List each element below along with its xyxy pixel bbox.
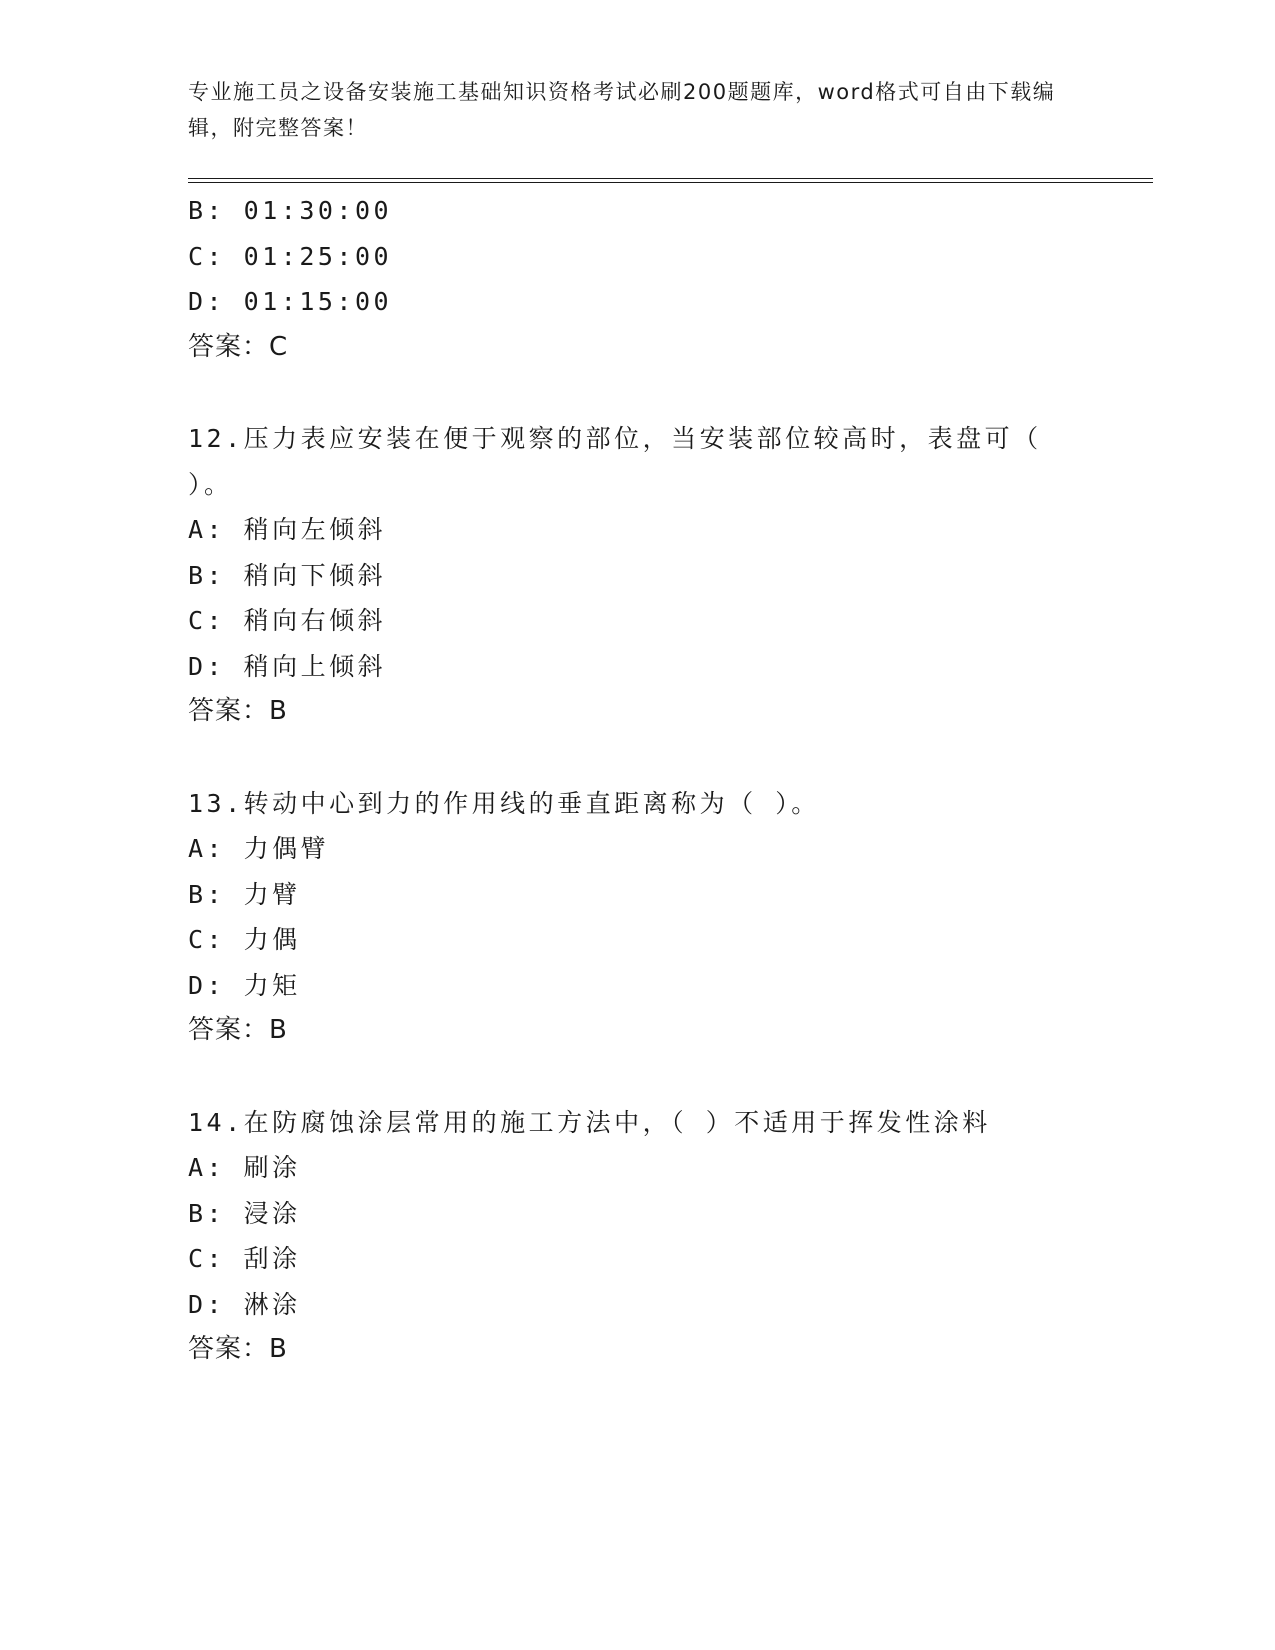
page-header: 专业施工员之设备安装施工基础知识资格考试必刷200题题库，word格式可自由下载编辑，附完整答案！	[188, 80, 1056, 140]
option-a: A: 力偶臂	[188, 834, 330, 863]
question-13	[188, 781, 1088, 1054]
question-14	[188, 1100, 1088, 1373]
option-c: C: 刮涂	[188, 1244, 301, 1273]
question-stem: 13.转动中心到力的作用线的垂直距离称为（ ）。	[188, 788, 820, 818]
header-divider	[188, 178, 1153, 183]
option-b: B: 稍向下倾斜	[188, 560, 387, 590]
answer-line: 答案：B	[188, 1334, 288, 1364]
carryover-question	[188, 188, 1088, 370]
option-b: B: 01:30:00	[188, 196, 393, 225]
question-stem: 12.压力表应安装在便于观察的部位，当安装部位较高时，表盘可（ ）。	[188, 424, 1042, 499]
option-c: C: 力偶	[188, 925, 301, 954]
question-content	[188, 188, 1088, 1373]
option-a: A: 稍向左倾斜	[188, 515, 387, 544]
answer-line: 答案：B	[188, 696, 288, 726]
question-stem: 14.在防腐蚀涂层常用的施工方法中，（ ）不适用于挥发性涂料	[188, 1107, 991, 1137]
option-a: A: 刷涂	[188, 1153, 301, 1182]
option-d: D: 淋涂	[188, 1289, 301, 1319]
answer-line: 答案：C	[188, 331, 289, 362]
option-c: C: 稍向右倾斜	[188, 606, 387, 635]
option-b: B: 力臂	[188, 879, 301, 909]
option-b: B: 浸涂	[188, 1198, 301, 1228]
answer-line: 答案：B	[188, 1015, 288, 1045]
option-d: D: 01:15:00	[188, 287, 393, 316]
option-d: D: 稍向上倾斜	[188, 651, 387, 681]
option-c: C: 01:25:00	[188, 241, 393, 271]
question-12	[188, 416, 1088, 735]
option-d: D: 力矩	[188, 970, 301, 1000]
